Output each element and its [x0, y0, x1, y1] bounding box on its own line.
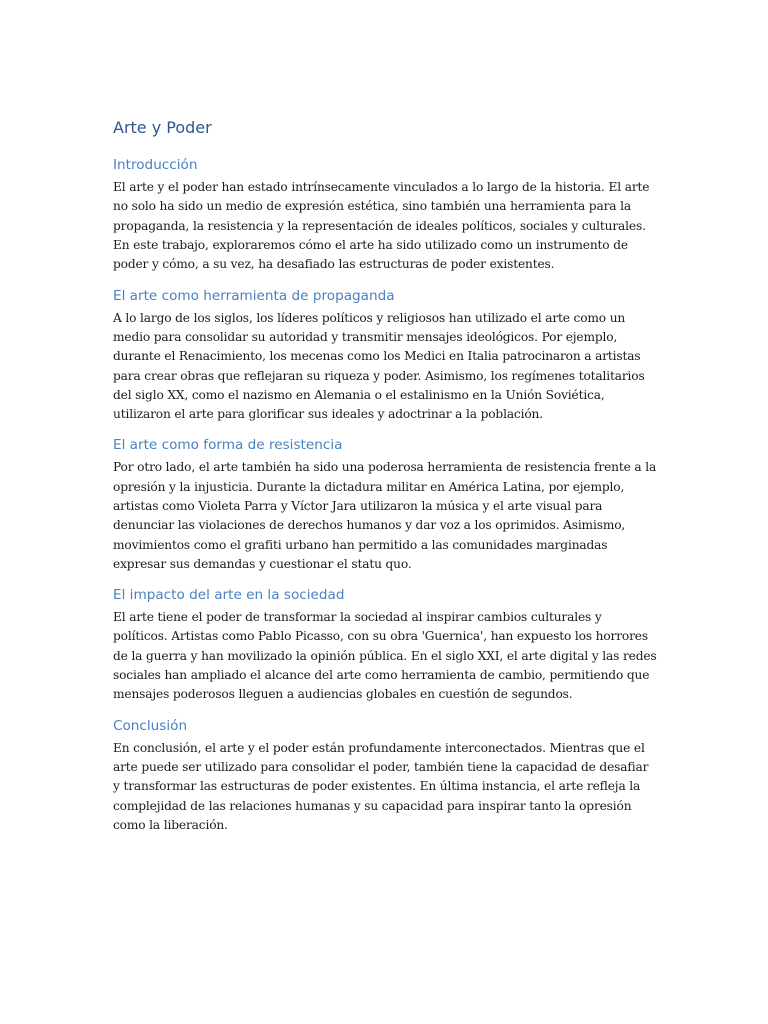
section-introduccion: [113, 157, 658, 274]
section-paragraph: El arte tiene el poder de transformar la sociedad al inspirar cambios culturales y políticos. Artistas como Pablo Picasso, con su obra 'Guernica', han expuesto los horrores de la guerra y han movilizado la opinión pública. En el siglo XXI, el arte digital y las redes sociales han ampliado el alcance del arte como herramienta de cambio, permitiendo que mensajes poderosos lleguen a audiencias globales en cuestión de segundos.: [113, 610, 657, 702]
section-paragraph: En conclusión, el arte y el poder están profundamente interconectados. Mientras que el arte puede ser utilizado para consolidar el poder, también tiene la capacidad de desafiar y transformar las estructuras de poder existentes. En última instancia, el arte refleja la complejidad de las relaciones humanas y su capacidad para inspirar tanto la opresión como la liberación.: [113, 740, 649, 832]
section-resistencia: [113, 437, 658, 574]
section-heading: El arte como herramienta de propaganda: [113, 287, 395, 304]
document-page: [113, 118, 658, 848]
section-heading: El arte como forma de resistencia: [113, 437, 343, 454]
section-propaganda: [113, 288, 658, 425]
section-heading: Introducción: [113, 157, 198, 174]
section-heading: Conclusión: [113, 717, 188, 734]
section-paragraph: Por otro lado, el arte también ha sido una poderosa herramienta de resistencia frente a la opresión y la injusticia. Durante la dictadura militar en América Latina, por ejemplo, artistas como Violeta Parra y Víctor Jara utilizaron la música y el arte visual para denunciar las violaciones de derechos humanos y dar voz a los oprimidos. Asimismo, movimientos como el grafiti urbano han permitido a las comunidades marginadas expresar sus demandas y cuestionar el statu quo.: [113, 460, 657, 571]
section-conclusion: [113, 718, 658, 835]
document-title: Arte y Poder: [113, 118, 212, 137]
section-heading: El impacto del arte en la sociedad: [113, 587, 345, 604]
section-impacto: [113, 587, 658, 704]
section-paragraph: A lo largo de los siglos, los líderes políticos y religiosos han utilizado el arte como un medio para consolidar su autoridad y transmitir mensajes ideológicos. Por ejemplo, durante el Renacimiento, los mecenas como los Medici en Italia patrocinaron a artistas para crear obras que reflejaran su riqueza y poder. Asimismo, los regímenes totalitarios del siglo XX, como el nazismo en Alemania o el estalinismo en la Unión Soviética, utilizaron el arte para glorificar sus ideales y adoctrinar a la población.: [113, 310, 645, 422]
section-paragraph: El arte y el poder han estado intrínsecamente vinculados a lo largo de la historia. El arte no solo ha sido un medio de expresión estética, sino también una herramienta para la propaganda, la resistencia y la representación de ideales políticos, sociales y culturales. En este trabajo, exploraremos cómo el arte ha sido utilizado como un instrumento de poder y cómo, a su vez, ha desafiado las estructuras de poder existentes.: [113, 180, 650, 272]
